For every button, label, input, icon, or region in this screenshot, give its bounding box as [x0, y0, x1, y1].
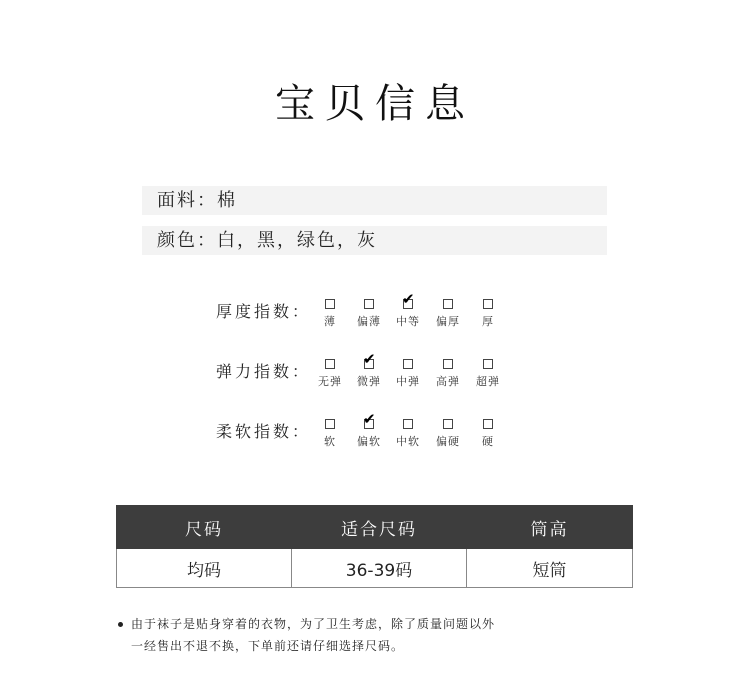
cell-fit-size: 36-39码	[292, 549, 467, 588]
index-option	[349, 299, 389, 329]
index-option-label: 中等	[396, 315, 420, 328]
note-line-2	[131, 637, 404, 654]
softness-index	[0, 410, 750, 468]
table-row	[117, 549, 633, 588]
checkbox-icon	[364, 299, 374, 309]
checkbox-icon	[325, 359, 335, 369]
checkmark-icon: ✔	[363, 350, 376, 368]
index-option	[349, 350, 389, 389]
size-table-header	[117, 506, 633, 549]
checkbox-icon	[403, 359, 413, 369]
index-option-label: 厚	[482, 315, 494, 328]
checkbox-icon	[483, 419, 493, 429]
index-option	[310, 299, 350, 329]
note-text-1: 由于袜子是贴身穿着的衣物，为了卫生考虑，除了质量问题以外	[131, 617, 496, 631]
note-text-2: 一经售出不退不换，下单前还请仔细选择尺码。	[131, 639, 405, 653]
index-option-label: 偏硬	[436, 435, 460, 448]
index-option	[428, 419, 468, 449]
index-option	[349, 410, 389, 449]
softness-index-label: 柔软指数：	[216, 422, 312, 441]
checked-box-icon	[402, 290, 415, 309]
index-option	[310, 419, 350, 449]
index-option-label: 中弹	[396, 375, 420, 388]
index-option	[428, 359, 468, 389]
checkbox-icon	[325, 299, 335, 309]
index-option-label: 偏薄	[357, 315, 381, 328]
index-option-label: 微弹	[357, 375, 381, 388]
bullet-icon	[118, 622, 123, 627]
index-option-label: 超弹	[476, 375, 500, 388]
index-option-label: 软	[324, 435, 336, 448]
header-tube-height: 筒高	[467, 506, 633, 549]
checkmark-icon: ✔	[402, 290, 415, 308]
index-option-label: 硬	[482, 435, 494, 448]
checkbox-icon	[443, 419, 453, 429]
index-option	[388, 290, 428, 329]
thickness-index	[0, 290, 750, 348]
index-option-label: 偏软	[357, 435, 381, 448]
index-option	[388, 359, 428, 389]
checkbox-icon	[443, 359, 453, 369]
header-fit-size: 适合尺码	[292, 506, 467, 549]
header-size: 尺码	[117, 506, 292, 549]
checkbox-icon	[403, 419, 413, 429]
checkbox-icon	[443, 299, 453, 309]
index-option-label: 无弹	[318, 375, 342, 388]
thickness-index-label: 厚度指数：	[216, 302, 312, 321]
checked-box-icon	[363, 410, 376, 429]
checkbox-icon	[483, 299, 493, 309]
index-option	[468, 299, 508, 329]
page-title: 宝贝信息	[275, 81, 475, 127]
index-option-label: 高弹	[436, 375, 460, 388]
size-table	[116, 505, 633, 588]
index-option	[468, 419, 508, 449]
elasticity-index-label: 弹力指数：	[216, 362, 312, 381]
color-info: 颜色：白，黑，绿色，灰	[142, 226, 607, 255]
checked-box-icon	[363, 350, 376, 369]
index-option	[428, 299, 468, 329]
index-option-label: 偏厚	[436, 315, 460, 328]
index-option	[468, 359, 508, 389]
elasticity-index	[0, 350, 750, 408]
index-option-label: 薄	[324, 315, 336, 328]
fabric-info: 面料：棉	[142, 186, 607, 215]
cell-size: 均码	[117, 549, 292, 588]
cell-tube-height: 短筒	[467, 549, 633, 588]
index-option-label: 中软	[396, 435, 420, 448]
index-option	[388, 419, 428, 449]
index-option	[310, 359, 350, 389]
checkmark-icon: ✔	[363, 410, 376, 428]
checkbox-icon	[483, 359, 493, 369]
checkbox-icon	[325, 419, 335, 429]
note-line-1	[118, 615, 495, 632]
